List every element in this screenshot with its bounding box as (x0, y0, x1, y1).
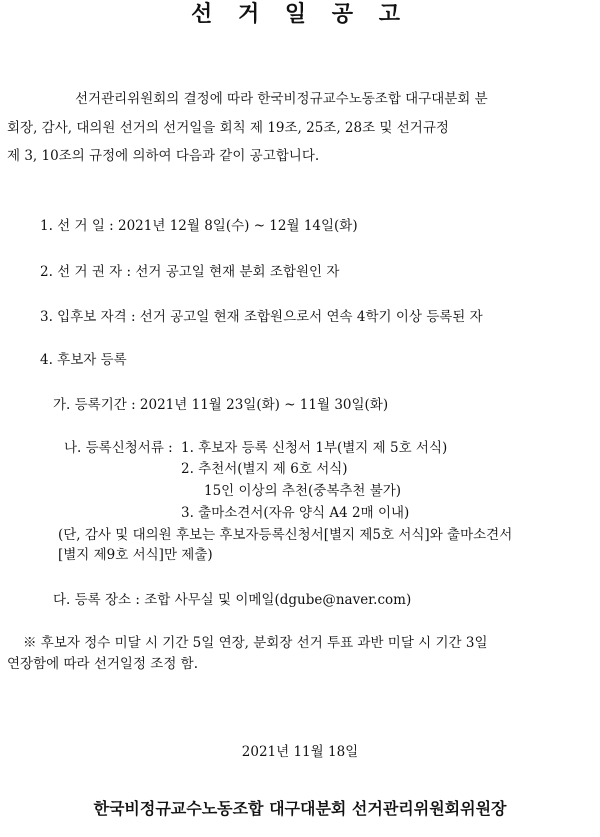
page-title: 선 거 일 공 고 (191, 1, 409, 27)
footnote-line-2: 연장함에 따라 선거일정 조정 함. (7, 656, 198, 672)
item-eligibility: 3. 입후보 자격 : 선거 공고일 현재 조합원으로서 연속 4학기 이상 등록된 자 (40, 309, 483, 325)
documents-label: 나. 등록신청서류 : (64, 440, 173, 456)
document-item-3: 3. 출마소견서(자유 양식 A4 2매 이내) (181, 505, 410, 521)
footnote-line-1: ※ 후보자 정수 미달 시 기간 5일 연장, 분회장 선거 투표 과반 미달 시 기간 3일 (23, 635, 488, 651)
registration-period: 가. 등록기간 : 2021년 11월 23일(화) ~ 11월 30일(화) (53, 397, 389, 413)
intro-line-3: 제 3, 10조의 규정에 의하여 다음과 같이 공고합니다. (7, 148, 320, 164)
item-election-date: 1. 선 거 일 : 2021년 12월 8일(수) ~ 12월 14일(화) (40, 218, 358, 234)
intro-line-2: 회장, 감사, 대의원 선거의 선거일을 회칙 제 19조, 25조, 28조 및 선거규정 (7, 120, 449, 136)
intro-line-1: 선거관리위원회의 결정에 따라 한국비정규교수노동조합 대구대분회 분 (75, 91, 488, 107)
registration-place: 다. 등록 장소 : 조합 사무실 및 이메일(dgube@naver.com) (53, 592, 412, 608)
notice-date: 2021년 11월 18일 (241, 744, 359, 760)
documents-note-line-2: [별지 제9호 서식]만 제출) (58, 547, 213, 563)
document-item-2: 2. 추천서(별지 제 6호 서식) (181, 461, 348, 477)
item-registration-heading: 4. 후보자 등록 (40, 352, 127, 368)
item-voters: 2. 선 거 권 자 : 선거 공고일 현재 분회 조합원인 자 (40, 264, 340, 280)
issuer-signature: 한국비정규교수노동조합 대구대분회 선거관리위원회위원장 (93, 799, 507, 818)
documents-note-line-1: (단, 감사 및 대의원 후보는 후보자등록신청서[별지 제5호 서식]와 출마소견서 (58, 527, 513, 543)
document-item-1: 1. 후보자 등록 신청서 1부(별지 제 5호 서식) (181, 440, 448, 456)
document-item-2-detail: 15인 이상의 추천(중복추천 불가) (204, 483, 402, 499)
